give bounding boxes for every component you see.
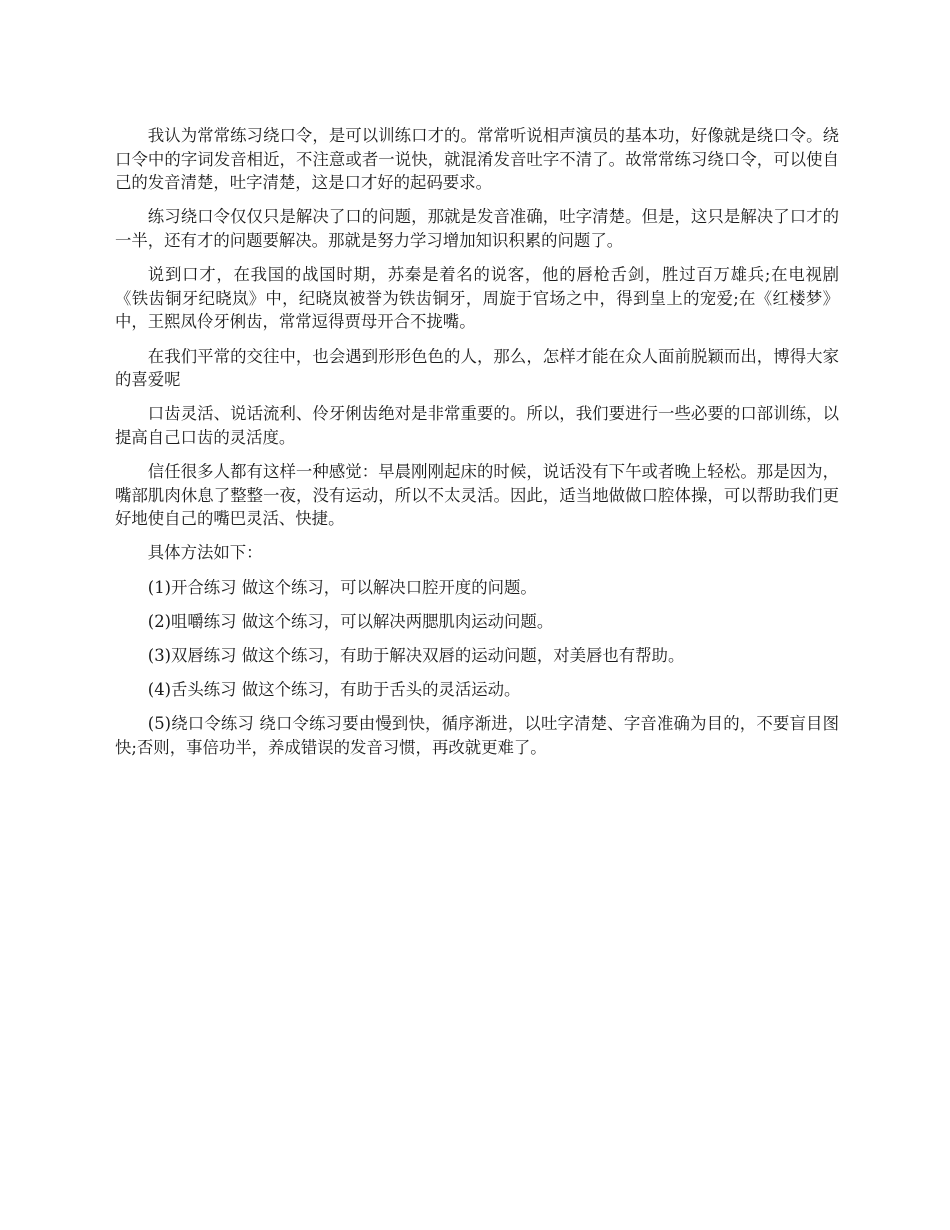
paragraph-5: 口齿灵活、说话流利、伶牙俐齿绝对是非常重要的。所以，我们要进行一些必要的口部训练，以提高自己口齿的灵活度。 (115, 404, 839, 447)
paragraph-3: 说到口才，在我国的战国时期，苏秦是着名的说客，他的唇枪舌剑，胜过百万雄兵;在电视剧《铁齿铜牙纪晓岚》中，纪晓岚被誉为铁齿铜牙，周旋于官场之中，得到皇上的宠爱;在《红楼梦》中，王熙凤伶牙俐齿，常常逗得贾母开合不拢嘴。 (115, 265, 839, 332)
method-item-3: (3)双唇练习 做这个练习，有助于解决双唇的运动问题，对美唇也有帮助。 (147, 646, 685, 666)
method-item-5: (5)绕口令练习 绕口令练习要由慢到快，循序渐进，以吐字清楚、字音准确为目的，不要盲目图快;否则，事倍功半，养成错误的发音习惯，再改就更难了。 (115, 714, 839, 757)
method-item-2: (2)咀嚼练习 做这个练习，可以解决两腮肌肉运动问题。 (147, 611, 554, 631)
document-body (115, 124, 839, 770)
paragraph-1: 我认为常常练习绕口令，是可以训练口才的。常常听说相声演员的基本功，好像就是绕口令。绕口令中的字词发音相近，不注意或者一说快，就混淆发音吐字不清了。故常常练习绕口令，可以使自己的发音清楚，吐字清楚，这是口才好的起码要求。 (115, 126, 839, 193)
paragraph-6: 信任很多人都有这样一种感觉：早晨刚刚起床的时候，说话没有下午或者晚上轻松。那是因为，嘴部肌肉休息了整整一夜，没有运动，所以不太灵活。因此，适当地做做口腔体操，可以帮助我们更好地使自己的嘴巴灵活、快捷。 (115, 462, 839, 529)
paragraph-4: 在我们平常的交往中，也会遇到形形色色的人，那么，怎样才能在众人面前脱颖而出，博得大家的喜爱呢 (115, 346, 839, 390)
paragraph-2: 练习绕口令仅仅只是解决了口的问题，那就是发音准确，吐字清楚。但是，这只是解决了口才的一半，还有才的问题要解决。那就是努力学习增加知识积累的问题了。 (115, 207, 839, 250)
method-item-4: (4)舌头练习 做这个练习，有助于舌头的灵活运动。 (147, 680, 521, 700)
methods-heading: 具体方法如下： (147, 543, 263, 563)
method-item-1: (1)开合练习 做这个练习，可以解决口腔开度的问题。 (147, 577, 537, 597)
